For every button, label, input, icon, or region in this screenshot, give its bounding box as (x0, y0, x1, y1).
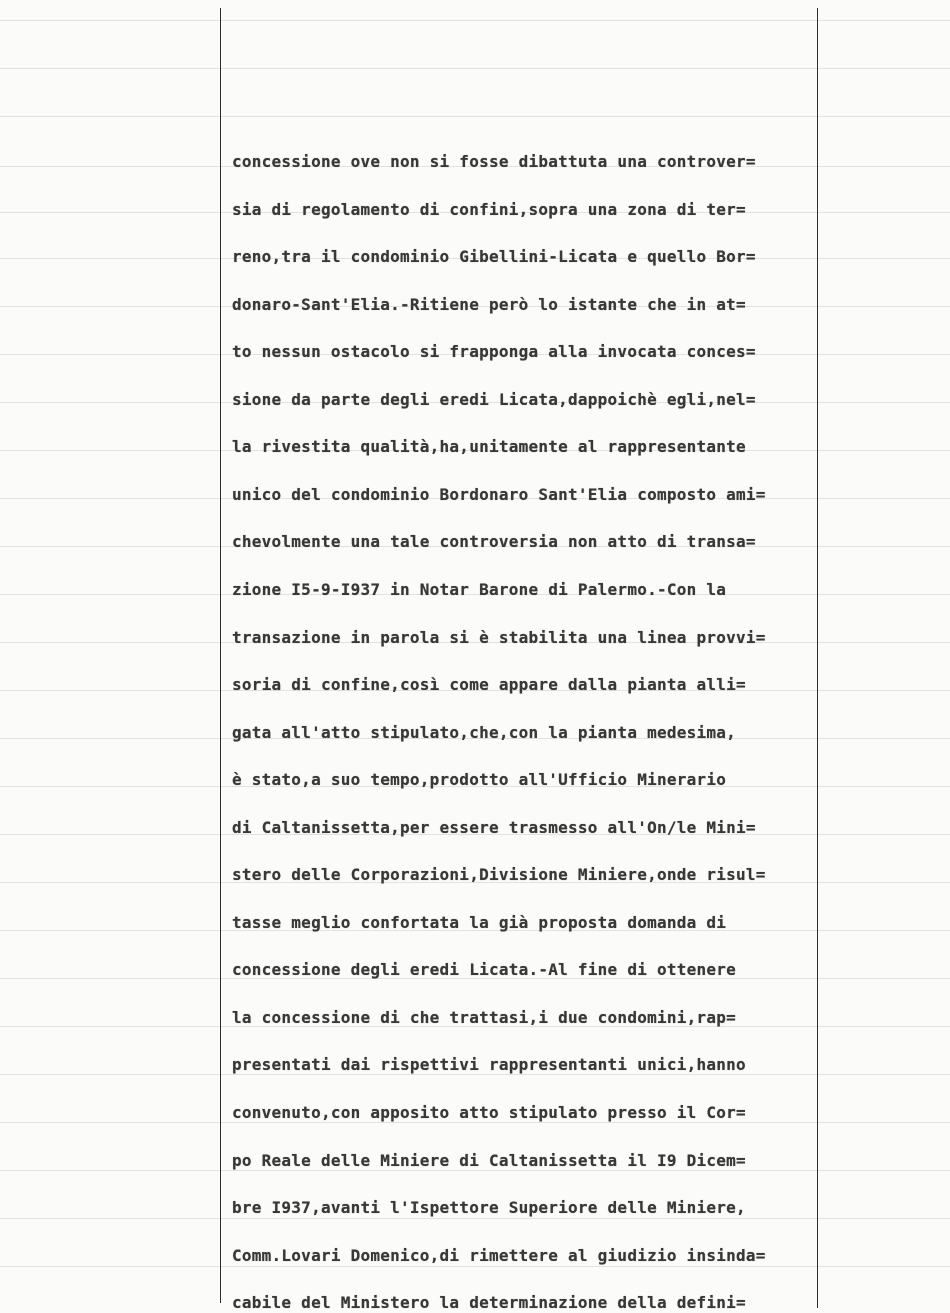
text-line: unico del condominio Bordonaro Sant'Elia composto ami= (232, 485, 766, 504)
text-line: sione da parte degli eredi Licata,dappoichè egli,nel= (232, 390, 756, 409)
text-line: soria di confine,così come appare dalla pianta alli= (232, 675, 746, 694)
text-line: zione I5-9-I937 in Notar Barone di Palermo.-Con la (232, 580, 727, 599)
text-line: reno,tra il condominio Gibellini-Licata e quello Bor= (232, 247, 756, 266)
text-line: la concessione di che trattasi,i due condomini,rap= (232, 1008, 737, 1027)
text-line: gata all'atto stipulato,che,con la pianta medesima, (232, 723, 737, 742)
text-line: presentati dai rispettivi rappresentanti unici,hanno (232, 1055, 746, 1074)
ruled-line (0, 1218, 950, 1219)
text-line: di Caltanissetta,per essere trasmesso all'On/le Mini= (232, 818, 756, 837)
text-line: è stato,a suo tempo,prodotto all'Ufficio Minerario (232, 770, 727, 789)
text-line: chevolmente una tale controversia non atto di transa= (232, 532, 756, 551)
text-line: po Reale delle Miniere di Caltanissetta il I9 Dicem= (232, 1151, 746, 1170)
text-line: cabile del Ministero la determinazione della defini= (232, 1293, 746, 1312)
ruled-line (0, 116, 950, 117)
text-line: la rivestita qualità,ha,unitamente al rappresentante (232, 437, 746, 456)
text-line: convenuto,con apposito atto stipulato presso il Cor= (232, 1103, 746, 1122)
text-line: concessione ove non si fosse dibattuta una controver= (232, 152, 756, 171)
text-line: bre I937,avanti l'Ispettore Superiore delle Miniere, (232, 1198, 746, 1217)
ruled-line (0, 68, 950, 69)
text-line: sia di regolamento di confini,sopra una zona di ter= (232, 200, 746, 219)
text-line: transazione in parola si è stabilita una linea provvi= (232, 628, 766, 647)
left-margin-line (220, 8, 221, 1303)
text-line: concessione degli eredi Licata.-Al fine di ottenere (232, 960, 737, 979)
text-line: to nessun ostacolo si frapponga alla invocata conces= (232, 342, 756, 361)
text-line: Comm.Lovari Domenico,di rimettere al giudizio insinda= (232, 1246, 766, 1265)
ruled-line (0, 20, 950, 21)
text-line: stero delle Corporazioni,Divisione Miniere,onde risul= (232, 865, 766, 884)
text-line: donaro-Sant'Elia.-Ritiene però lo istante che in at= (232, 295, 746, 314)
text-line: tasse meglio confortata la già proposta domanda di (232, 913, 727, 932)
ruled-line (0, 1266, 950, 1267)
